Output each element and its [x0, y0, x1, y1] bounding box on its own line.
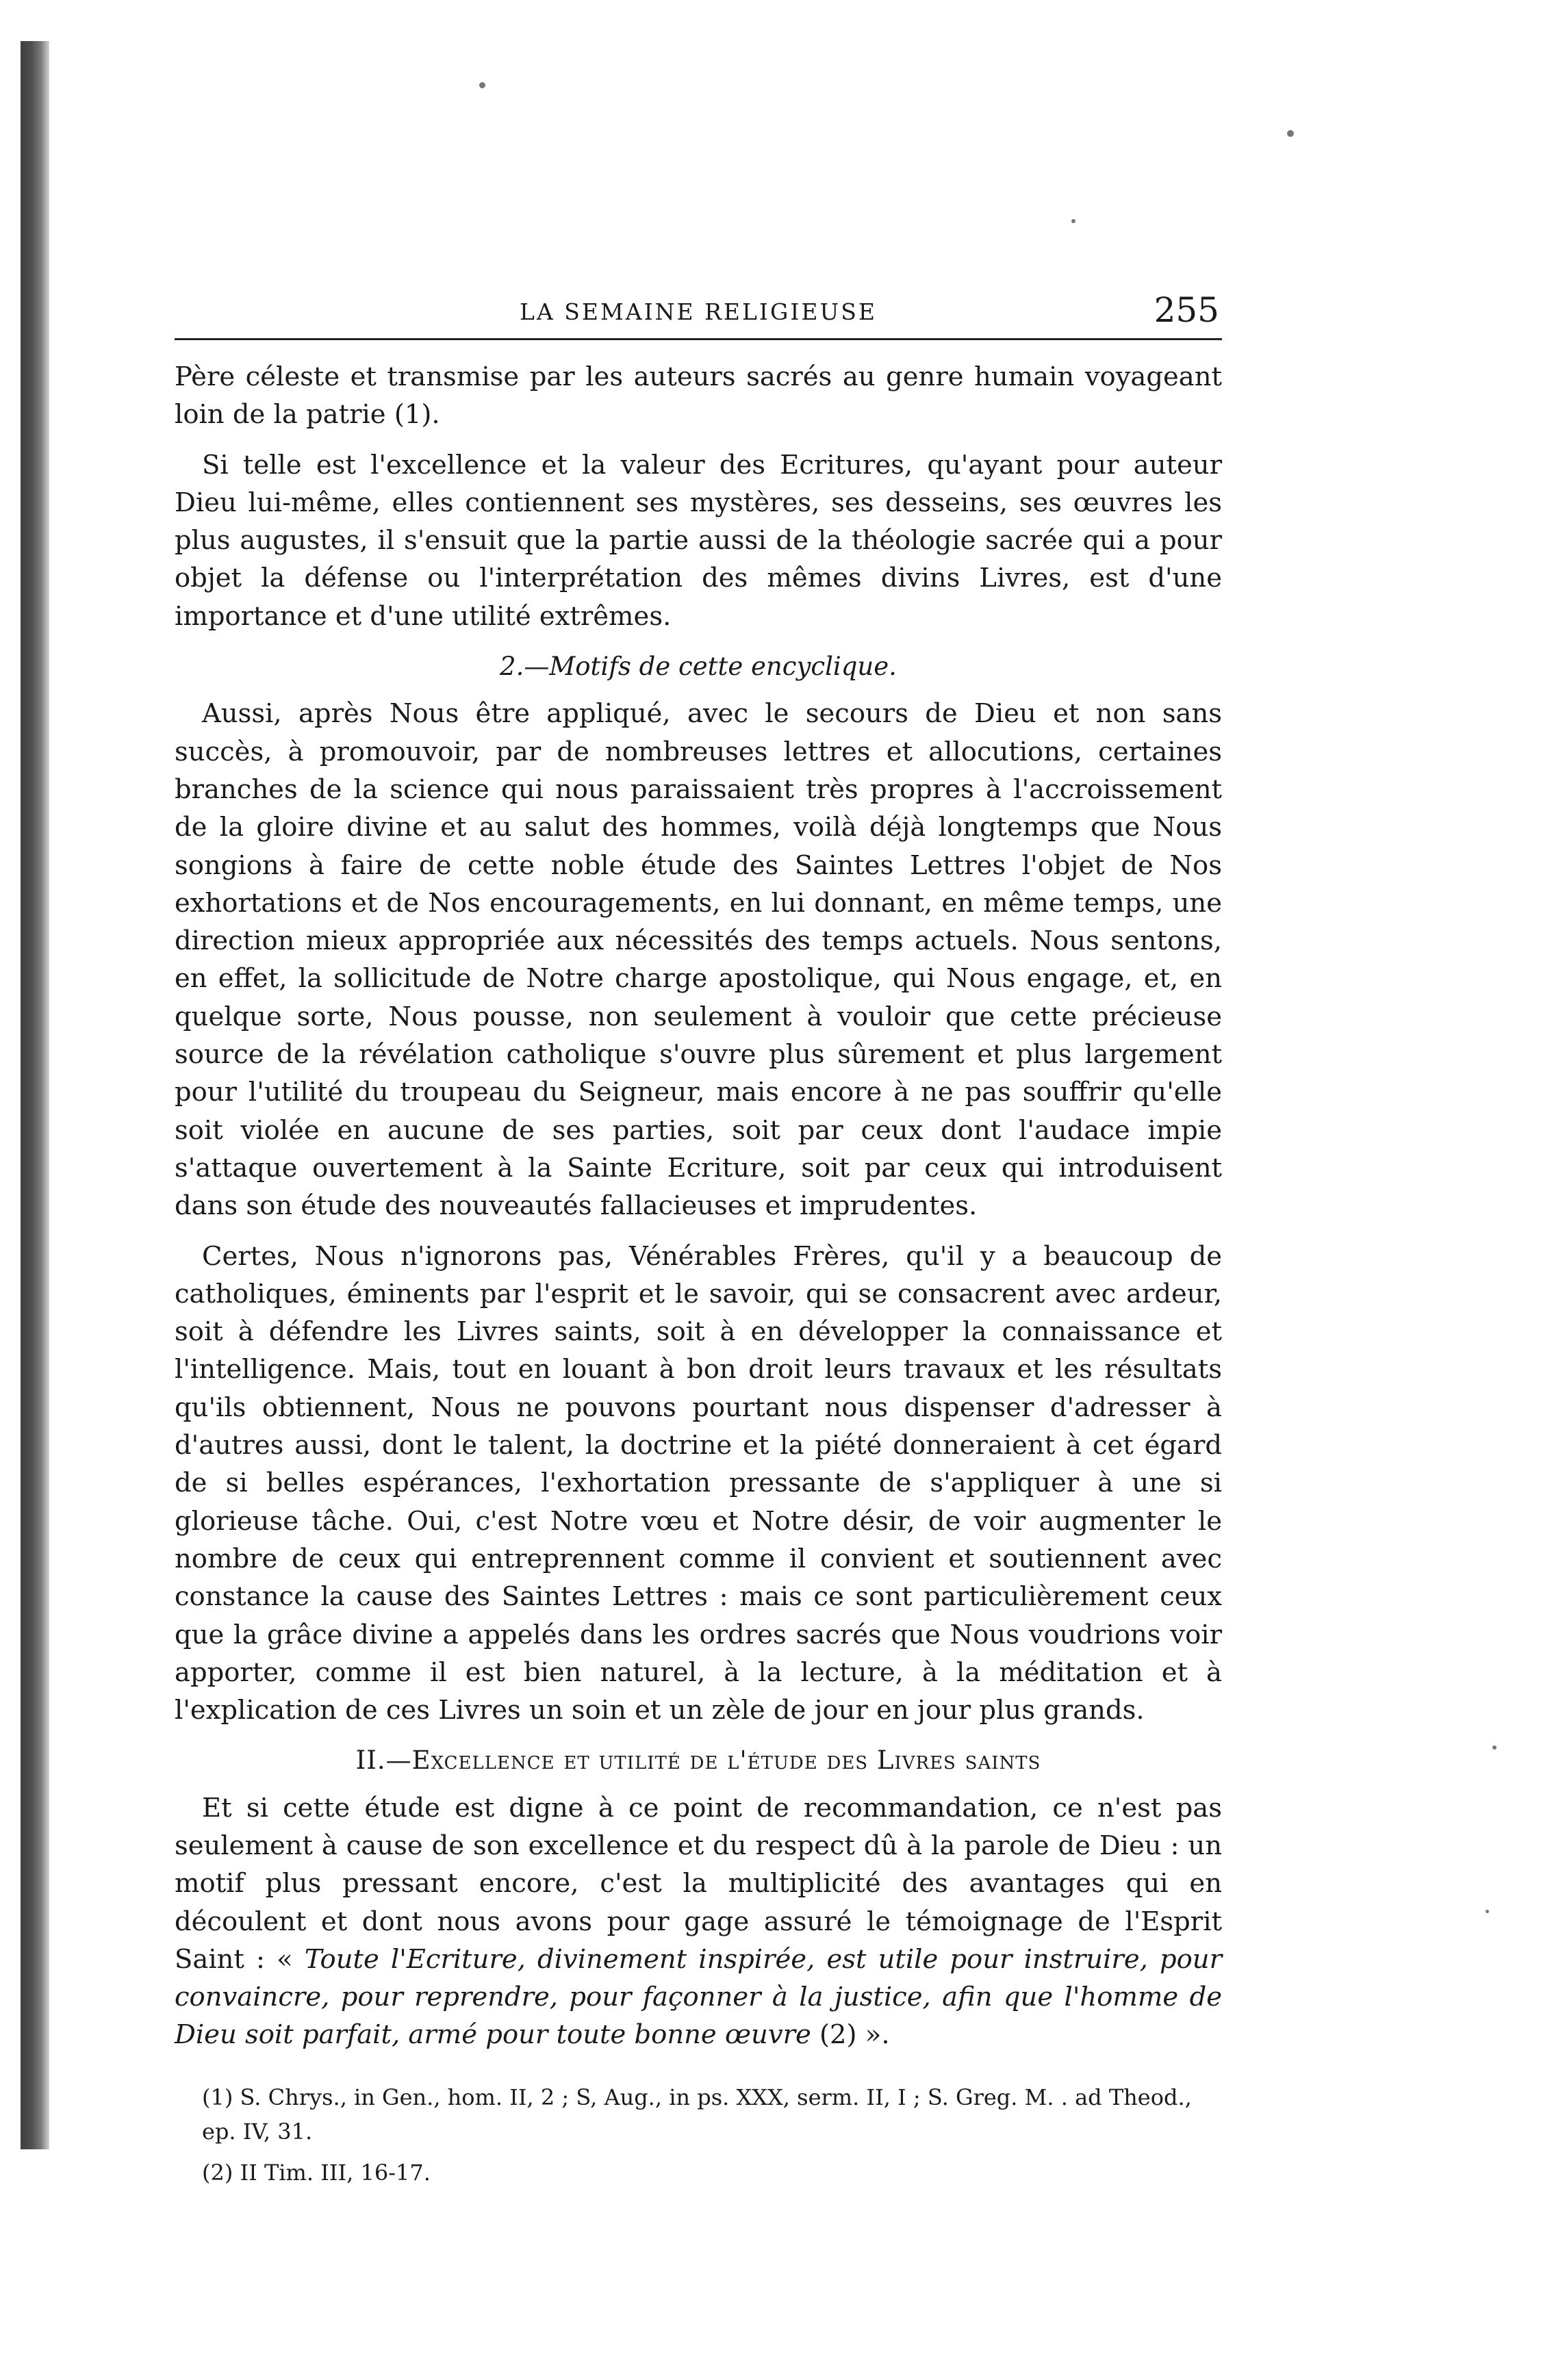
paragraph-text: Et si cette étude est digne à ce point de recommandation, ce n'est pas seulement à cause de son excellence et du respect dû à la parole de Dieu : un motif plus pressant encore, c'est la multiplicité des avantages qui en découlent et dont nous avons pour gage assuré le témoignage de l'Esprit Saint : «: [175, 1792, 1222, 1975]
paragraph: Certes, Nous n'ignorons pas, Vénérables Frères, qu'il y a beaucoup de catholiques, éminents par l'esprit et le savoir, qui se consacrent avec ardeur, soit à défendre les Livres saints, soit à en développer la connaissance et l'intelligence. Mais, tout en louant à bon droit leurs travaux et les résultats qu'ils obtiennent, Nous ne pouvons pourtant nous dispenser d'adresser à d'autres aussi, dont le talent, la doctrine et la piété donneraient à cet égard de si belles espérances, l'exhortation pressante de s'appliquer à une si glorieuse tâche. Oui, c'est Notre vœu et Notre désir, de voir augmenter le nombre de ceux qui entreprennent comme il convient et soutiennent avec constance la cause des Saintes Lettres : mais ce sont particulièrement ceux que la grâce divine a appelés dans les ordres sacrés que Nous voudrions voir apporter, comme il est bien naturel, à la lecture, à la méditation et à l'explication de ces Livres un soin et un zèle de jour en jour plus grands.: [175, 1240, 1222, 1726]
book-binding-edge: [21, 41, 49, 2149]
paragraph: Père céleste et transmise par les auteurs sacrés au genre humain voyageant loin de la patrie (1).: [175, 361, 1222, 431]
page-number: 255: [1154, 290, 1219, 330]
page-body: [175, 358, 1222, 2054]
scripture-quote: Toute l'Ecriture, divinement inspirée, est utile pour instruire, pour convaincre, pour reprendre, pour façonner à la justice, afin que l'homme de Dieu soit parfait, armé pour toute bonne œuvre: [175, 1943, 1223, 2051]
scan-speck: [1287, 130, 1294, 137]
document-page: [175, 290, 1223, 2197]
paragraph-text: (2) ».: [811, 2019, 890, 2051]
page-header: [175, 290, 1222, 340]
paragraph: Si telle est l'excellence et la valeur des Ecritures, qu'ayant pour auteur Dieu lui-même, elles contiennent ses mystères, ses desseins, ses œuvres les plus augustes, il s'ensuit que la partie aussi de la théologie sacrée qui a pour objet la défense ou l'interprétation des mêmes divins Livres, est d'une importance et d'une utilité extrêmes.: [175, 449, 1222, 632]
scan-speck: [1486, 1910, 1489, 1913]
section-heading: [175, 648, 1222, 685]
scan-speck: [1492, 1745, 1497, 1750]
paragraph: Aussi, après Nous être appliqué, avec le secours de Dieu et non sans succès, à promouvoir, par de nombreuses lettres et allocutions, certaines branches de la science qui nous paraissaient très propres à l'accroissement de la gloire divine et au salut des hommes, voilà déjà longtemps que Nous songions à faire de cette noble étude des Saintes Lettres l'objet de Nos exhortations et de Nos encouragements, en lui donnant, en même temps, une direction mieux appropriée aux nécessités des temps actuels. Nous sentons, en effet, la sollicitude de Notre charge apostolique, qui Nous engage, et, en quelque sorte, Nous pousse, non seulement à vouloir que cette précieuse source de la révélation catholique s'ouvre plus sûrement et plus largement pour l'utilité du troupeau du Seigneur, mais encore à ne pas souffrir qu'elle soit violée en aucune de ses parties, soit par ceux dont l'audace impie s'attaque ouvertement à la Sainte Ecriture, soit par ceux qui introduisent dans son étude des nouveautés fallacieuses et imprudentes.: [175, 698, 1222, 1222]
scan-speck: [479, 82, 485, 88]
scan-speck: [1071, 219, 1075, 223]
footnotes: [175, 2080, 1222, 2190]
running-title: LA SEMAINE RELIGIEUSE: [520, 298, 877, 325]
section-heading: II.—Excellence et utilité de l'étude des Livres saints: [355, 1745, 1041, 1776]
paragraph: [175, 1789, 1222, 2054]
section-heading-text: 2.—Motifs de cette encyclique.: [500, 652, 897, 682]
footnote: (1) S. Chrys., in Gen., hom. II, 2 ; S, Aug., in ps. XXX, serm. II, I ; S. Greg. M. . ad Theod., ep. IV, 31.: [202, 2084, 1192, 2145]
footnote: (2) II Tim. III, 16-17.: [202, 2159, 431, 2186]
